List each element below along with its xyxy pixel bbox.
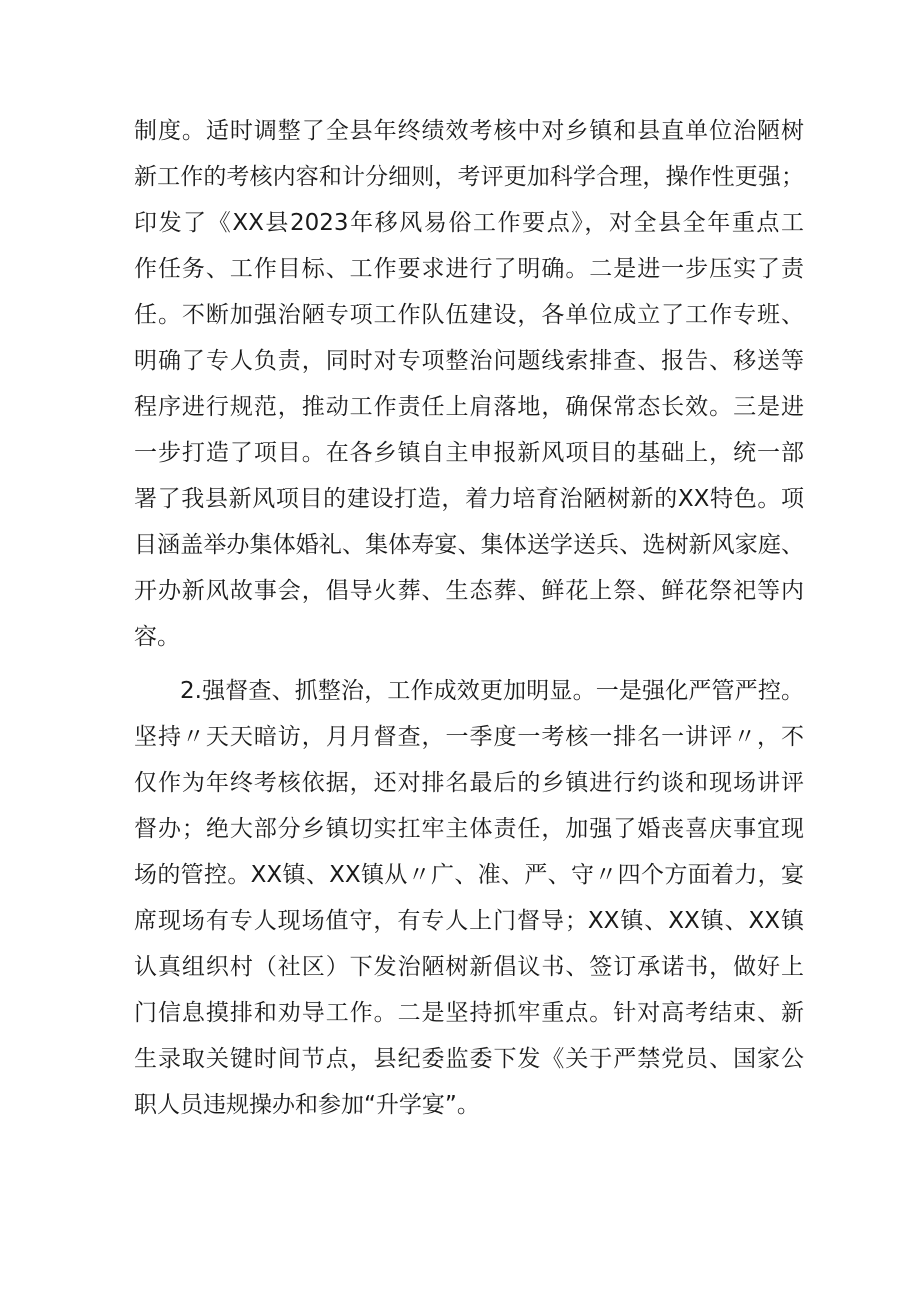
text-line: 2.强督查、抓整治，工作成效更加明显。一是强化严管严控。 <box>180 678 804 704</box>
text-line: 明确了专人负责，同时对专项整治问题线索排查、报告、移送等 <box>134 348 804 374</box>
paragraph-spacer <box>134 660 804 668</box>
text-line: 程序进行规范，推动工作责任上肩落地，确保常态长效。三是进 <box>134 394 804 420</box>
text-line: 印发了《XX县2023年移风易俗工作要点》，对全县全年重点工 <box>134 210 804 236</box>
text-line: 认真组织村（社区）下发治陋树新倡议书、签订承诺书，做好上 <box>134 954 804 980</box>
text-line: 督办；绝大部分乡镇切实扛牢主体责任，加强了婚丧喜庆事宜现 <box>134 816 804 842</box>
paragraph-1 <box>134 108 804 660</box>
text-line: 坚持〃天天暗访，月月督查，一季度一考核一排名一讲评〃，不 <box>134 724 804 750</box>
text-line: 席现场有专人现场值守，有专人上门督导；XX镇、XX镇、XX镇 <box>134 908 804 934</box>
text-line: 开办新风故事会，倡导火葬、生态葬、鲜花上祭、鲜花祭祀等内 <box>134 578 804 604</box>
text-line: 场的管控。XX镇、XX镇从〃广、准、严、守〃四个方面着力，宴 <box>134 862 804 888</box>
text-line: 署了我县新风项目的建设打造，着力培育治陋树新的XX特色。项 <box>134 486 804 512</box>
text-line: 目涵盖举办集体婚礼、集体寿宴、集体送学送兵、选树新风家庭、 <box>134 532 804 558</box>
text-line: 仅作为年终考核依据，还对排名最后的乡镇进行约谈和现场讲评 <box>134 770 804 796</box>
text-line: 作任务、工作目标、工作要求进行了明确。二是进一步压实了责 <box>134 256 804 282</box>
text-line: 新工作的考核内容和计分细则，考评更加科学合理，操作性更强； <box>134 164 804 190</box>
text-line: 一步打造了项目。在各乡镇自主申报新风项目的基础上，统一部 <box>134 440 804 466</box>
text-line: 门信息摸排和劝导工作。二是坚持抓牢重点。针对高考结束、新 <box>134 1000 804 1026</box>
text-line: 任。不断加强治陋专项工作队伍建设，各单位成立了工作专班、 <box>134 302 804 328</box>
text-line: 容。 <box>134 624 180 650</box>
paragraph-2 <box>134 668 804 1128</box>
text-line: 制度。适时调整了全县年终绩效考核中对乡镇和县直单位治陋树 <box>134 118 804 144</box>
document-body <box>134 108 804 1128</box>
text-line: 职人员违规操办和参加“升学宴”。 <box>134 1092 480 1118</box>
text-line: 生录取关键时间节点，县纪委监委下发《关于严禁党员、国家公 <box>134 1046 804 1072</box>
